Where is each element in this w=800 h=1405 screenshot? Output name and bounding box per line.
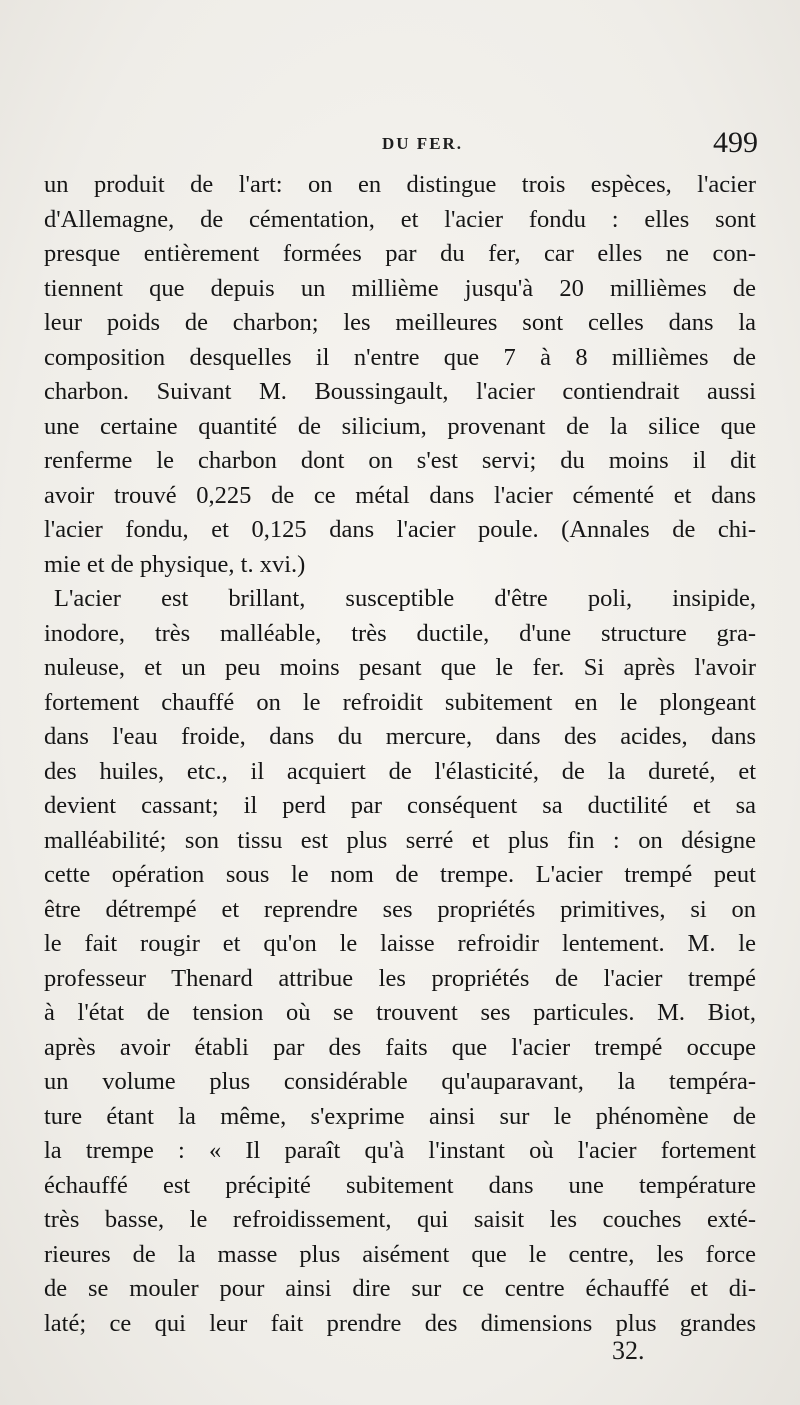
text-line: laté; ce qui leur fait prendre des dimensions plus grandes <box>44 1309 756 1337</box>
text-line: leur poids de charbon; les meilleures sont celles dans la <box>44 309 756 336</box>
text-line: inodore, très malléable, très ductile, d'une structure gra- <box>44 619 756 647</box>
text-line: un volume plus considérable qu'auparavant, la tempéra- <box>44 1068 756 1095</box>
text-line: professeur Thenard attribue les propriétés de l'acier trempé <box>44 964 756 992</box>
text-line: de se mouler pour ainsi dire sur ce centre échauffé et di- <box>44 1275 756 1302</box>
text-line: rieures de la masse plus aisément que le centre, les force <box>44 1240 756 1268</box>
text-line: être détrempé et reprendre ses propriétés primitives, si on <box>44 895 756 923</box>
text-line: ture étant la même, s'exprime ainsi sur le phénomène de <box>44 1102 756 1130</box>
text-line: à l'état de tension où se trouvent ses particules. M. Biot, <box>44 999 756 1026</box>
text-line: composition desquelles il n'entre que 7 à 8 millièmes de <box>44 343 756 371</box>
text-line: renferme le charbon dont on s'est servi; du moins il dit <box>44 447 756 474</box>
text-line: des huiles, etc., il acquiert de l'élasticité, de la dureté, et <box>44 757 756 785</box>
text-line: l'acier fondu, et 0,125 dans l'acier poule. (Annales de chi- <box>44 516 756 543</box>
text-line: dans l'eau froide, dans du mercure, dans des acides, dans <box>44 723 756 750</box>
text-line: d'Allemagne, de cémentation, et l'acier fondu : elles sont <box>44 205 756 233</box>
text-line: nuleuse, et un peu moins pesant que le fer. Si après l'avoir <box>44 654 756 681</box>
text-line: échauffé est précipité subitement dans une température <box>44 1171 756 1199</box>
running-head: DU FER. <box>382 134 464 153</box>
text-line: devient cassant; il perd par conséquent sa ductilité et sa <box>44 792 756 819</box>
text-line: très basse, le refroidissement, qui saisit les couches exté- <box>44 1206 756 1233</box>
text-line: fortement chauffé on le refroidit subitement en le plongeant <box>44 688 756 716</box>
body-text <box>44 168 756 1341</box>
text-line: cette opération sous le nom de trempe. L'acier trempé peut <box>44 861 756 888</box>
text-line: un produit de l'art: on en distingue trois espèces, l'acier <box>44 171 756 198</box>
page-header <box>40 128 760 168</box>
text-line: avoir trouvé 0,225 de ce métal dans l'acier cémenté et dans <box>44 481 756 509</box>
text-line: presque entièrement formées par du fer, car elles ne con- <box>44 240 756 267</box>
text-line: mie et de physique, t. xvi.) <box>44 550 306 578</box>
text-line: tiennent que depuis un millième jusqu'à 20 millièmes de <box>44 274 756 302</box>
page-number: 499 <box>713 126 758 159</box>
text-line: la trempe : « Il paraît qu'à l'instant où l'acier fortement <box>44 1137 756 1164</box>
text-line: après avoir établi par des faits que l'acier trempé occupe <box>44 1033 756 1061</box>
text-line: charbon. Suivant M. Boussingault, l'acier contiendrait aussi <box>44 378 756 405</box>
text-line: L'acier est brillant, susceptible d'être poli, insipide, <box>54 585 756 612</box>
signature-mark: 32. <box>612 1336 645 1365</box>
text-line: malléabilité; son tissu est plus serré et plus fin : on désigne <box>44 826 756 854</box>
text-line: le fait rougir et qu'on le laisse refroidir lentement. M. le <box>44 930 756 957</box>
text-line: une certaine quantité de silicium, provenant de la silice que <box>44 412 756 440</box>
